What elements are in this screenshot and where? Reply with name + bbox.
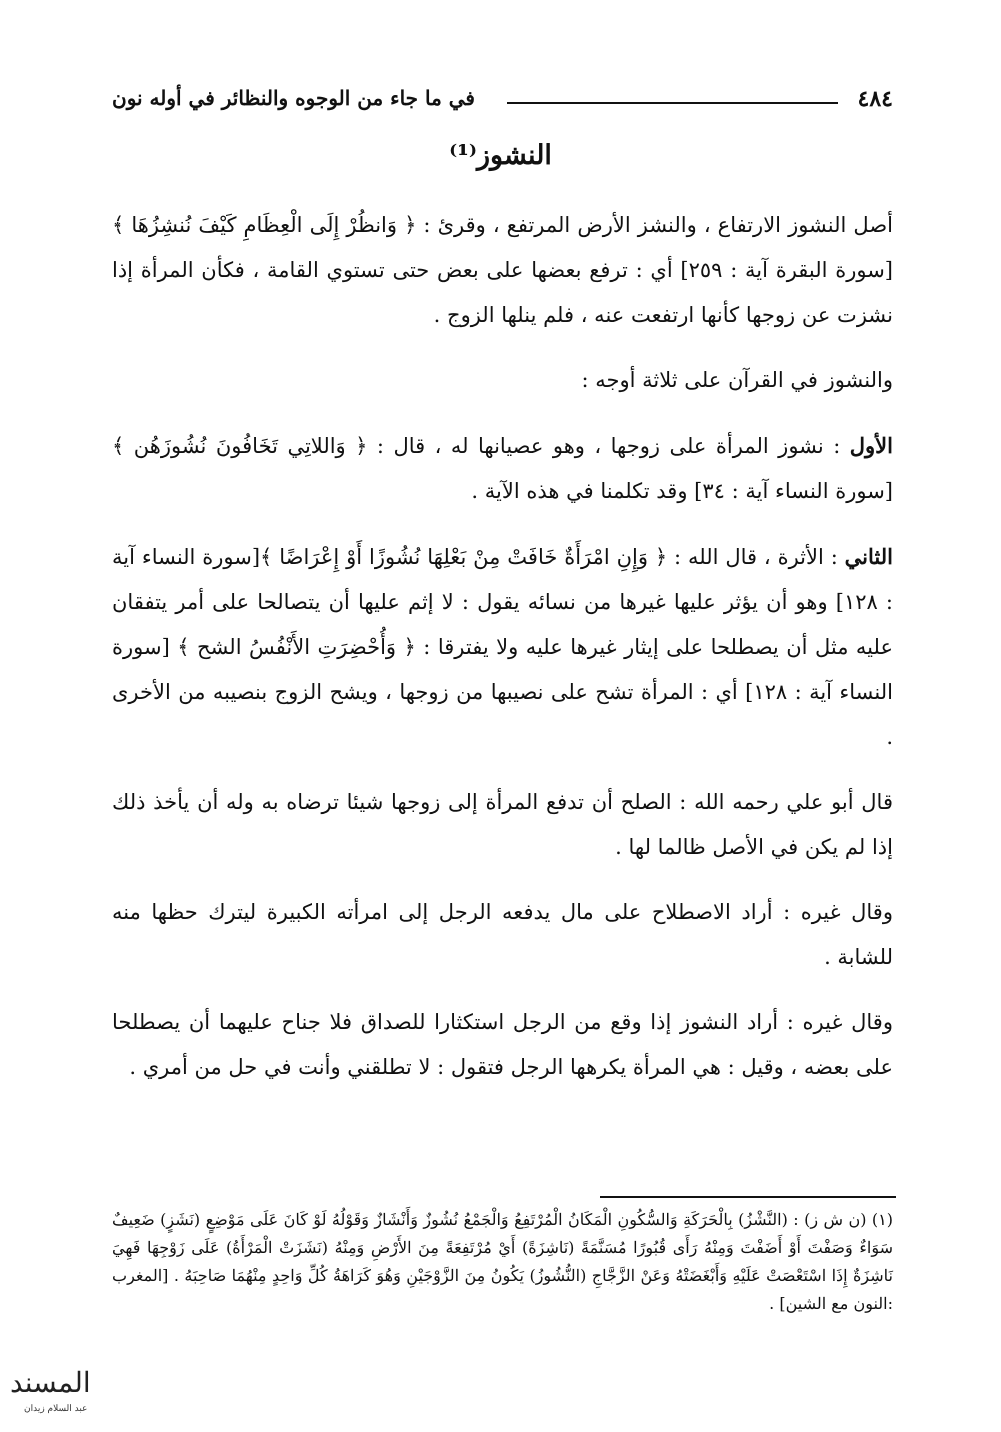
paragraph-text: وقال غيره : أراد النشوز إذا وقع من الرجل استكثارا للصداق فلا جناح عليهما أن يصطلحا على بعضه ، وقيل : هي المرأة يكرهها الرجل فتقول : لا تطلقني وأنت في حل من أمري . xyxy=(112,1010,893,1079)
running-title: في ما جاء من الوجوه والنظائر في أوله نون xyxy=(112,86,475,110)
paragraph xyxy=(112,423,893,514)
footnote-rule xyxy=(600,1196,896,1198)
paragraph-lead: الأول xyxy=(849,433,893,458)
paragraph-text: قال أبو علي رحمه الله : الصلح أن تدفع المرأة إلى زوجها شيئا ترضاه به وله أن يأخذ ذلك إذا لم يكن في الأصل ظالما لها . xyxy=(112,790,893,859)
paragraph-text: : الأثرة ، قال الله : ﴿ وَإِنِ امْرَأَةٌ خَافَتْ مِنْ بَعْلِهَا نُشُوزًا أَوْ إِعْرَاضًا ﴾[سورة النساء آية : ١٢٨] وهو أن يؤثر عليها غيرها من نسائه يقول : لا إثم عليها أن يتصالحا على أمر يتفقان عليه مثل أن يصطلحا على إيثار غيرها عليه ولا يفترقا : ﴿ وَأُحْضِرَتِ الأَنْفُسُ الشح ﴾ [سورة النساء آية : ١٢٨] أي : المرأة تشح على نصيبها من زوجها ، ويشح الزوج بنصيبه من الأخرى . xyxy=(112,545,893,749)
paragraph-text: أصل النشوز الارتفاع ، والنشز الأرض المرتفع ، وقرئ : ﴿ وَانظُرْ إِلَى الْعِظَامِ كَيْفَ نُنشِزُهَا ﴾[سورة البقرة آية : ٢٥٩] أي : ترفع بعضها على بعض حتى تستوي القامة ، فكأن المرأة إذا نشزت عن زوجها كأنها ارتفعت عنه ، فلم ينلها الزوج . xyxy=(112,213,893,327)
paragraph xyxy=(112,203,893,338)
watermark-stamp xyxy=(6,1366,98,1424)
paragraph-text: والنشوز في القرآن على ثلاثة أوجه : xyxy=(581,368,893,392)
paragraph-text: وقال غيره : أراد الاصطلاح على مال يدفعه الرجل إلى امرأته الكبيرة ليترك حظها منه للشابة . xyxy=(112,900,893,969)
stamp-text: المسند xyxy=(10,1366,91,1399)
header-rule xyxy=(507,102,838,104)
page-header xyxy=(112,86,893,120)
paragraph xyxy=(112,358,893,403)
paragraph xyxy=(112,890,893,980)
chapter-title: النشوز⁽¹⁾ xyxy=(449,140,552,171)
paragraph xyxy=(112,1000,893,1090)
paragraph-text: : نشوز المرأة على زوجها ، وهو عصيانها له ، قال : ﴿ وَاللاتِي تَخَافُونَ نُشُوزَهُن ﴾[سورة النساء آية : ٣٤] وقد تكلمنا في هذه الآية . xyxy=(112,434,893,503)
paragraph xyxy=(112,780,893,870)
body-text xyxy=(112,203,893,1110)
paragraph-lead: الثاني xyxy=(844,544,893,569)
paragraph xyxy=(112,534,893,760)
stamp-subtext: عبد السلام زيدان xyxy=(24,1404,88,1414)
footnote: (١) (ن ش ز) : (النَّشْزُ) بِالْحَرَكَةِ وَالسُّكُونِ الْمَكَانُ الْمُرْتَفِعُ وَالْجَمْعُ نُشُوزٌ وَأَنْشَازٌ وَقَوْلُهُ لَوْ كَانَ عَلَى مَوْضِعٍ (نَشَزٍ) ضَعِيفٌ سَوَاءٌ وَصَفْتَ أَوْ أَضَفْتَ وَمِنْهُ رَأَى قُبُورًا مُسَنَّمَةً (نَاشِزَةً) أَيْ مُرْتَفِعَةً مِنَ الأَرْضِ وَمِنْهُ (نَشَزَتْ الْمَرْأَةُ) عَلَى زَوْجِهَا فَهِيَ نَاشِزَةٌ إِذَا اسْتَعْصَتْ عَلَيْهِ وَأَبْغَضَتْهُ وَعَنْ الزَّجَّاجِ (النُّشُوزُ) يَكُونُ مِنَ الزَّوْجَيْنِ وَهُوَ كَرَاهَةُ كُلِّ وَاحِدٍ مِنْهُمَا صَاحِبَهُ . [المغرب :النون مع الشين] . xyxy=(112,1210,893,1313)
page-number: ٤٨٤ xyxy=(857,86,893,112)
